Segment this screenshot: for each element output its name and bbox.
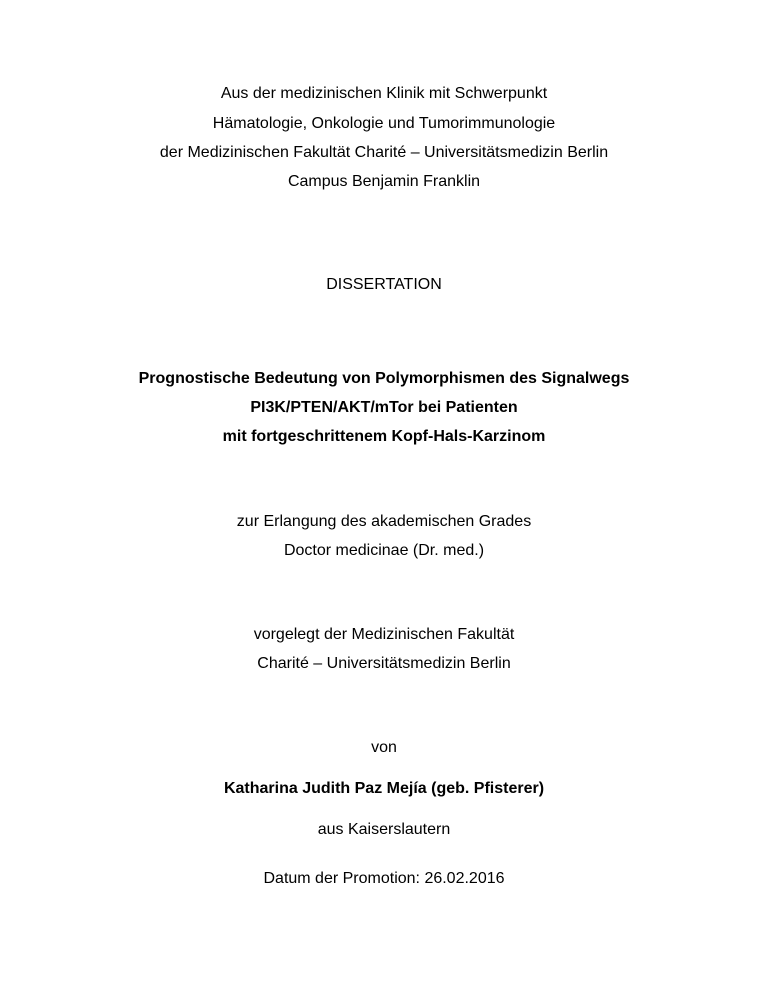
institution-line-1: Aus der medizinischen Klinik mit Schwerpunkt — [220, 85, 548, 102]
author-by: von — [371, 739, 397, 756]
author-name: Katharina Judith Paz Mejía (geb. Pfisterer) — [223, 780, 545, 797]
submitted-line-1: vorgelegt der Medizinischen Fakultät — [253, 626, 515, 643]
degree-line-1: zur Erlangung des akademischen Grades — [236, 513, 532, 530]
institution-line-2: Hämatologie, Onkologie und Tumorimmunologie — [212, 115, 556, 132]
title-line-2: PI3K/PTEN/AKT/mTor bei Patienten — [250, 399, 518, 416]
document-type: DISSERTATION — [326, 276, 442, 293]
author-origin: aus Kaiserslautern — [317, 821, 451, 838]
promotion-date: Datum der Promotion: 26.02.2016 — [263, 870, 505, 887]
degree-line-2: Doctor medicinae (Dr. med.) — [283, 542, 485, 559]
submitted-line-2: Charité – Universitätsmedizin Berlin — [257, 655, 511, 672]
institution-line-4: Campus Benjamin Franklin — [287, 173, 481, 190]
title-line-3: mit fortgeschrittenem Kopf-Hals-Karzinom — [222, 428, 546, 445]
title-line-1: Prognostische Bedeutung von Polymorphismen des Signalwegs — [138, 370, 630, 387]
institution-line-3: der Medizinischen Fakultät Charité – Universitätsmedizin Berlin — [159, 144, 609, 161]
